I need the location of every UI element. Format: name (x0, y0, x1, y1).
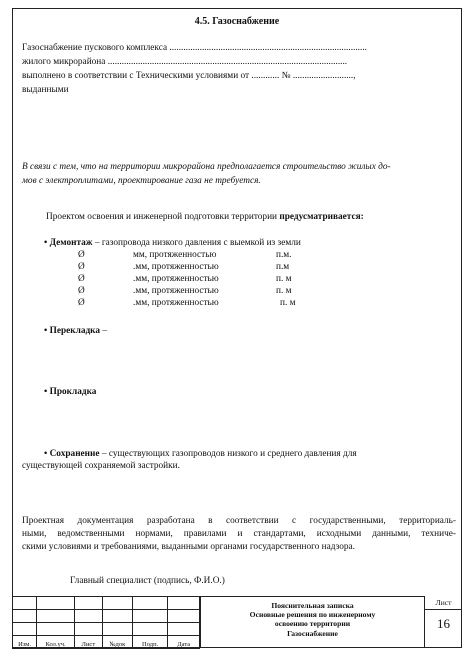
prokladka-label: Прокладка (49, 387, 97, 397)
column-list: Лист (74, 636, 102, 649)
conclusion-line-2: ными, ведомственными нормами, правилами и стандартами, исходными данными, техниче- (22, 529, 456, 539)
signature-line: Главный специалист (подпись, Ф.И.О.) (70, 576, 225, 586)
column-izm: Изм. (13, 636, 37, 649)
sheet-label: Лист (425, 596, 462, 610)
sheet-box (424, 596, 462, 648)
demontazh-row-unit: п.м. (276, 250, 292, 260)
intro-line-1: Газоснабжение пускового комплекса ..................................................................................... (22, 43, 367, 53)
demontazh-heading (44, 238, 301, 249)
sokhranenie-text: – существующих газопроводов низкого и среднего давления для (99, 449, 357, 459)
intro-line-2: жилого микрорайона ....................................................................................................... (22, 57, 348, 67)
project-bold: предусматривается: (279, 212, 364, 222)
conclusion-line-3: скими условиями и требованиями, выданными органами государственного надзора. (22, 542, 355, 552)
description-line-4: Газоснабжение (287, 628, 338, 638)
sokhranenie-label: Сохранение (49, 449, 100, 459)
perekladka-label: Перекладка (49, 326, 101, 336)
intro-line-3: выполнено в соответствии с Техническими условиями от ............ № .........................., (22, 71, 356, 81)
demontazh-row-text: .мм, протяженностью (133, 298, 219, 308)
perekladka-text: – (100, 326, 108, 336)
project-text: Проектом освоения и инженерной подготовки территории (46, 212, 278, 222)
demontazh-row-unit: п. м (276, 286, 292, 296)
description-line-2: Основные решения по инженерному (249, 610, 376, 620)
sokhranenie-heading (44, 449, 357, 460)
intro-line-4: выданными (22, 85, 69, 95)
sheet-number: 16 (437, 616, 450, 631)
demontazh-row-text: мм, протяженностью (133, 250, 217, 260)
demontazh-row-symbol: Ø (78, 250, 85, 260)
demontazh-row-symbol: Ø (78, 298, 85, 308)
demontazh-row-text: .мм, протяженностью (133, 274, 219, 284)
bullet-icon: • (44, 238, 48, 248)
title-block (12, 596, 462, 648)
demontazh-row-symbol: Ø (78, 286, 85, 296)
project-line (46, 212, 364, 223)
bullet-icon: • (44, 326, 48, 336)
prokladka-heading (44, 387, 96, 398)
note-line-2: мов с электроплитами, проектирование газа не требуется. (22, 176, 261, 186)
description-line-1: Пояснительная записка (271, 601, 354, 610)
demontazh-row-symbol: Ø (78, 262, 85, 272)
column-data: Дата (168, 636, 200, 649)
conclusion-line-1: Проектная документация разработана в соответствии с государственными, территориаль- (22, 516, 456, 526)
column-kol-uch: Кол.уч. (37, 636, 75, 649)
demontazh-text: – газопровода низкого давления с выемкой из земли (92, 238, 301, 248)
demontazh-row-text: .мм, протяженностью (133, 262, 219, 272)
bullet-icon: • (44, 449, 48, 459)
description-line-3: освоению территории (274, 619, 351, 629)
revision-table (12, 596, 200, 649)
demontazh-row-unit: п.м (276, 262, 290, 272)
perekladka-heading (44, 326, 107, 337)
demontazh-row-unit: п. м (276, 274, 292, 284)
document-description (200, 596, 424, 648)
note-line-1: В связи с тем, что на территории микрорайона предполагается строительство жилых до- (22, 162, 391, 172)
bullet-icon: • (44, 387, 48, 397)
demontazh-row-text: .мм, протяженностью (133, 286, 219, 296)
sokhranenie-line-2: существующей сохраняемой застройки. (22, 461, 180, 471)
column-ndok: №док (102, 636, 132, 649)
demontazh-row-unit: п. м (280, 298, 296, 308)
demontazh-row-symbol: Ø (78, 274, 85, 284)
demontazh-label: Демонтаж (49, 238, 93, 248)
column-podp: Подп. (132, 636, 168, 649)
section-title: 4.5. Газоснабжение (194, 16, 280, 27)
